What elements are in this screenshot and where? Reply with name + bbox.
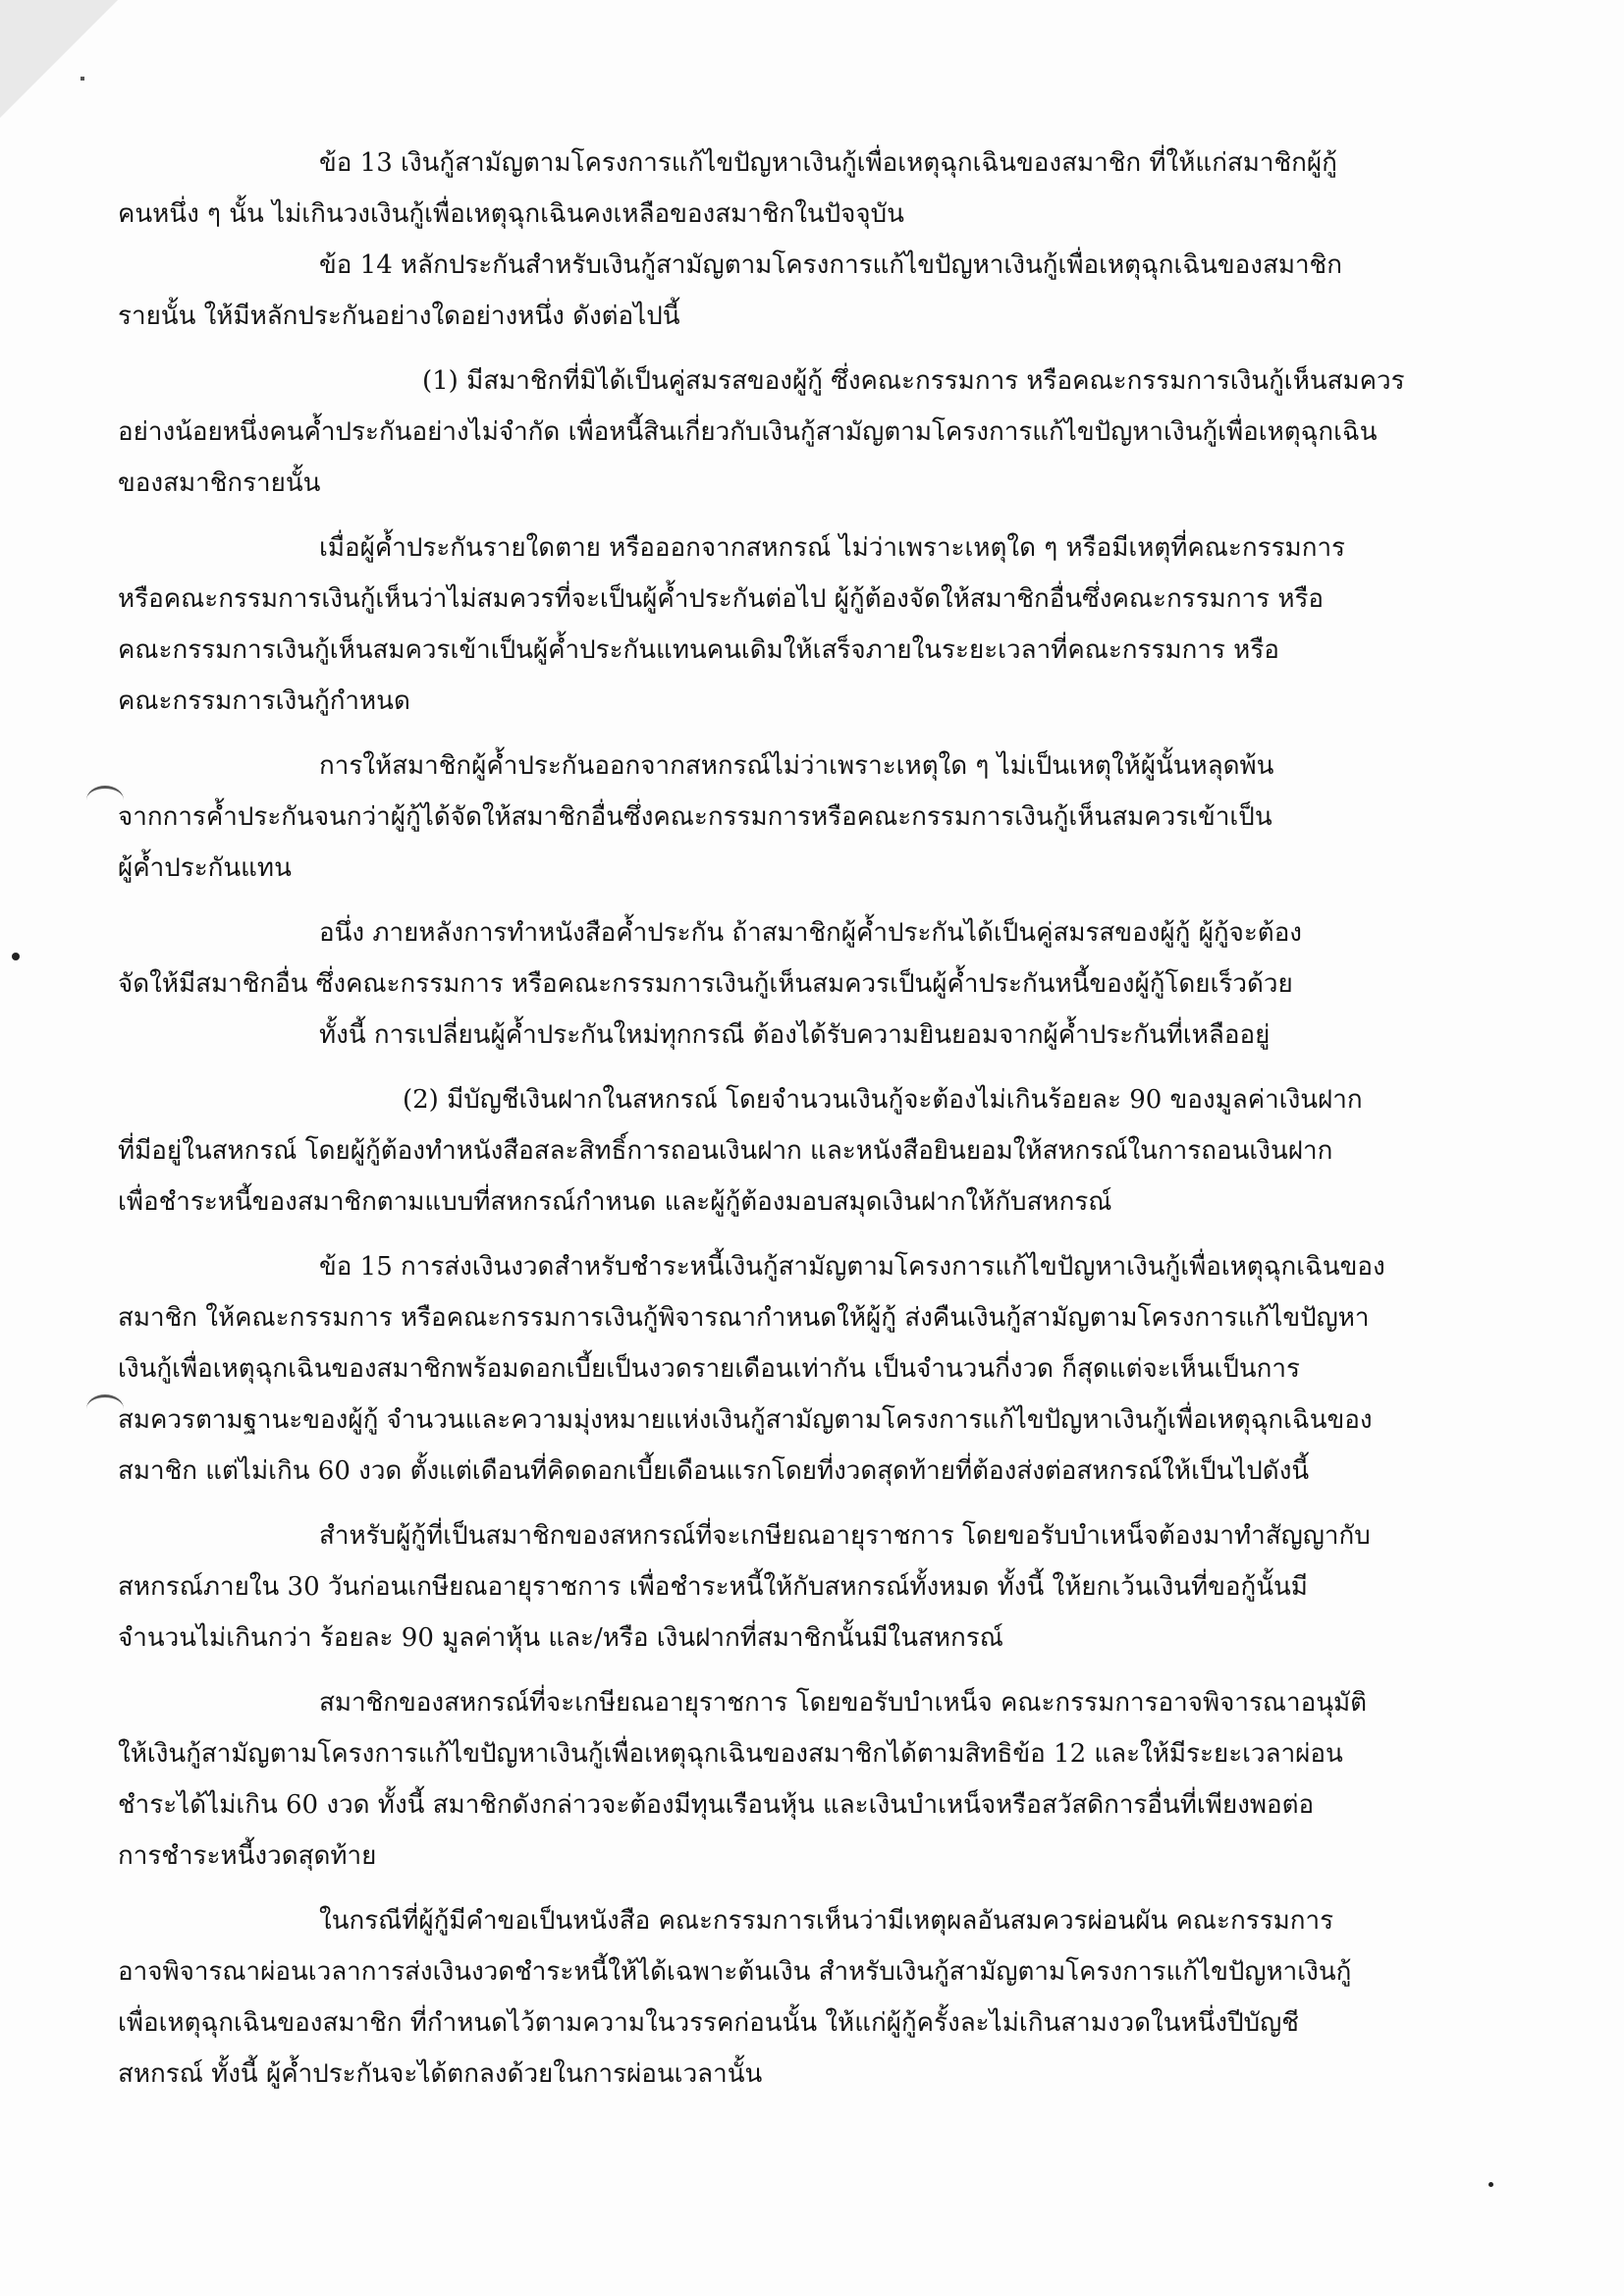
text-line: หรือคณะกรรมการเงินกู้เห็นว่าไม่สมควรที่จะเป็นผู้ค้ำประกันต่อไป ผู้กู้ต้องจัดให้สมาชิกอื่นซึ่งคณะกรรมการ หรือ — [118, 584, 1325, 614]
text-line: ชำระได้ไม่เกิน 60 งวด ทั้งนี้ สมาชิกดังกล่าวจะต้องมีทุนเรือนหุ้น และเงินบำเหน็จหรือสวัสดิการอื่นที่เพียงพอต่อ — [118, 1790, 1315, 1820]
text-line: เงินกู้เพื่อเหตุฉุกเฉินของสมาชิกพร้อมดอกเบี้ยเป็นงวดรายเดือนเท่ากัน เป็นจำนวนกี่งวด ก็สุดแต่จะเห็นเป็นการ — [118, 1354, 1300, 1384]
text-line: สมควรตามฐานะของผู้กู้ จำนวนและความมุ่งหมายแห่งเงินกู้สามัญตามโครงการแก้ไขปัญหาเงินกู้เพื่อเหตุฉุกเฉินของ — [118, 1405, 1373, 1435]
text-line: สมาชิก ให้คณะกรรมการ หรือคณะกรรมการเงินกู้พิจารณากำหนดให้ผู้กู้ ส่งคืนเงินกู้สามัญตามโครงการแก้ไขปัญหา — [118, 1303, 1370, 1333]
text-line: สำหรับผู้กู้ที่เป็นสมาชิกของสหกรณ์ที่จะเกษียณอายุราชการ โดยขอรับบำเหน็จต้องมาทำสัญญากับ — [319, 1521, 1371, 1551]
text-line: อย่างน้อยหนึ่งคนค้ำประกันอย่างไม่จำกัด เพื่อหนี้สินเกี่ยวกับเงินกู้สามัญตามโครงการแก้ไขปัญหาเงินกู้เพื่อเหตุฉุกเฉิน — [118, 417, 1378, 447]
text-line: คณะกรรมการเงินกู้กำหนด — [118, 686, 410, 716]
text-line: อาจพิจารณาผ่อนเวลาการส่งเงินงวดชำระหนี้ให้ได้เฉพาะต้นเงิน สำหรับเงินกู้สามัญตามโครงการแก้ไขปัญหาเงินกู้ — [118, 1957, 1352, 1987]
text-line: จำนวนไม่เกินกว่า ร้อยละ 90 มูลค่าหุ้น และ/หรือ เงินฝากที่สมาชิกนั้นมีในสหกรณ์ — [118, 1623, 1003, 1653]
text-line: สมาชิกของสหกรณ์ที่จะเกษียณอายุราชการ โดยขอรับบำเหน็จ คณะกรรมการอาจพิจารณาอนุมัติ — [319, 1688, 1368, 1718]
text-line: อนึ่ง ภายหลังการทำหนังสือค้ำประกัน ถ้าสมาชิกผู้ค้ำประกันได้เป็นคู่สมรสของผู้กู้ ผู้กู้จะต้อง — [319, 918, 1302, 948]
text-line: ข้อ 15 การส่งเงินงวดสำหรับชำระหนี้เงินกู้สามัญตามโครงการแก้ไขปัญหาเงินกู้เพื่อเหตุฉุกเฉินของ — [319, 1252, 1385, 1282]
text-line: รายนั้น ให้มีหลักประกันอย่างใดอย่างหนึ่ง ดังต่อไปนี้ — [118, 301, 680, 331]
text-line: การให้สมาชิกผู้ค้ำประกันออกจากสหกรณ์ไม่ว่าเพราะเหตุใด ๆ ไม่เป็นเหตุให้ผู้นั้นหลุดพ้น — [319, 751, 1274, 781]
text-line: เพื่อเหตุฉุกเฉินของสมาชิก ที่กำหนดไว้ตามความในวรรคก่อนนั้น ให้แก่ผู้กู้ครั้งละไม่เกินสามงวดในหนึ่งปีบัญชี — [118, 2008, 1299, 2038]
scan-dot — [1489, 2182, 1493, 2187]
text-line: (2) มีบัญชีเงินฝากในสหกรณ์ โดยจำนวนเงินกู้จะต้องไม่เกินร้อยละ 90 ของมูลค่าเงินฝาก — [403, 1085, 1363, 1115]
corner-mark — [81, 77, 84, 81]
text-line: คณะกรรมการเงินกู้เห็นสมควรเข้าเป็นผู้ค้ำประกันแทนคนเดิมให้เสร็จภายในระยะเวลาที่คณะกรรมการ หรือ — [118, 635, 1279, 665]
text-line: (1) มีสมาชิกที่มิได้เป็นคู่สมรสของผู้กู้ ซึ่งคณะกรรมการ หรือคณะกรรมการเงินกู้เห็นสมควร — [422, 366, 1405, 396]
folded-corner — [0, 0, 118, 118]
text-line: สมาชิก แต่ไม่เกิน 60 งวด ตั้งแต่เดือนที่คิดดอกเบี้ยเดือนแรกโดยที่งวดสุดท้ายที่ต้องส่งต่อสหกรณ์ให้เป็นไปดังนี้ — [118, 1456, 1310, 1486]
text-line: ผู้ค้ำประกันแทน — [118, 853, 292, 883]
text-line: จัดให้มีสมาชิกอื่น ซึ่งคณะกรรมการ หรือคณะกรรมการเงินกู้เห็นสมควรเป็นผู้ค้ำประกันหนี้ของผู้กู้โดยเร็วด้วย — [118, 969, 1293, 999]
text-line: ในกรณีที่ผู้กู้มีคำขอเป็นหนังสือ คณะกรรมการเห็นว่ามีเหตุผลอันสมควรผ่อนผัน คณะกรรมการ — [319, 1906, 1334, 1936]
text-line: ของสมาชิกรายนั้น — [118, 468, 321, 498]
text-line: ข้อ 14 หลักประกันสำหรับเงินกู้สามัญตามโครงการแก้ไขปัญหาเงินกู้เพื่อเหตุฉุกเฉินของสมาชิก — [319, 250, 1342, 280]
text-line: การชำระหนี้งวดสุดท้าย — [118, 1841, 377, 1871]
text-line: เมื่อผู้ค้ำประกันรายใดตาย หรือออกจากสหกรณ์ ไม่ว่าเพราะเหตุใด ๆ หรือมีเหตุที่คณะกรรมการ — [319, 533, 1346, 563]
text-line: จากการค้ำประกันจนกว่าผู้กู้ได้จัดให้สมาชิกอื่นซึ่งคณะกรรมการหรือคณะกรรมการเงินกู้เห็นสมควรเข้าเป็น — [118, 802, 1272, 832]
text-line: สหกรณ์ ทั้งนี้ ผู้ค้ำประกันจะได้ตกลงด้วยในการผ่อนเวลานั้น — [118, 2059, 763, 2089]
document-body — [118, 137, 1473, 2100]
text-line: สหกรณ์ภายใน 30 วันก่อนเกษียณอายุราชการ เพื่อชำระหนี้ให้กับสหกรณ์ทั้งหมด ทั้งนี้ ให้ยกเว้นเงินที่ขอกู้นั้นมี — [118, 1572, 1308, 1602]
text-line: ที่มีอยู่ในสหกรณ์ โดยผู้กู้ต้องทำหนังสือสละสิทธิ์การถอนเงินฝาก และหนังสือยินยอมให้สหกรณ์ในการถอนเงินฝาก — [118, 1136, 1333, 1166]
text-line: ข้อ 13 เงินกู้สามัญตามโครงการแก้ไขปัญหาเงินกู้เพื่อเหตุฉุกเฉินของสมาชิก ที่ให้แก่สมาชิกผู้กู้ — [319, 148, 1337, 178]
text-line: ทั้งนี้ การเปลี่ยนผู้ค้ำประกันใหม่ทุกกรณี ต้องได้รับความยินยอมจากผู้ค้ำประกันที่เหลืออยู่ — [319, 1020, 1271, 1050]
text-line: เพื่อชำระหนี้ของสมาชิกตามแบบที่สหกรณ์กำหนด และผู้กู้ต้องมอบสมุดเงินฝากให้กับสหกรณ์ — [118, 1187, 1112, 1217]
text-line: คนหนึ่ง ๆ นั้น ไม่เกินวงเงินกู้เพื่อเหตุฉุกเฉินคงเหลือของสมาชิกในปัจจุบัน — [118, 199, 904, 229]
scan-dot — [12, 953, 20, 960]
text-line: ให้เงินกู้สามัญตามโครงการแก้ไขปัญหาเงินกู้เพื่อเหตุฉุกเฉินของสมาชิกได้ตามสิทธิข้อ 12 และให้มีระยะเวลาผ่อน — [118, 1739, 1343, 1769]
